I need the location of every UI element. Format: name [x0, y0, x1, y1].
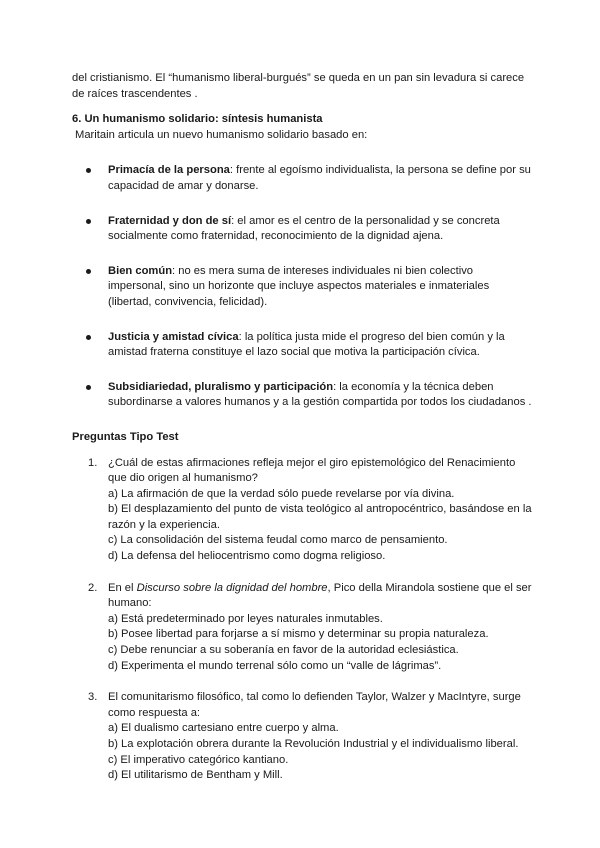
list-item: [72, 264, 532, 311]
question-number: 2.: [88, 581, 98, 594]
option-b: b) La explotación obrera durante la Revolución Industrial y el individualismo liberal.: [108, 738, 519, 750]
question-stem: [108, 581, 532, 612]
item-term: Subsidiariedad, pluralismo y participación: [108, 380, 334, 393]
bullet-icon: [86, 168, 91, 173]
test-section-title: Preguntas Tipo Test: [72, 430, 179, 443]
intro-line-2: de raíces trascendentes .: [72, 87, 198, 100]
option-b: b) Posee libertad para forjarse a sí mismo y determinar su propia naturaleza.: [108, 628, 489, 641]
question-2: [72, 581, 532, 675]
item-term: Bien común: [108, 264, 173, 277]
question-stem: ¿Cuál de estas afirmaciones refleja mejor el giro epistemológico del Renacimiento que dio origen al humanismo?: [108, 456, 516, 485]
list-item: [72, 330, 532, 361]
option-c: c) Debe renunciar a su soberanía en favor de la autoridad eclesiástica.: [108, 644, 459, 657]
option-a: a) El dualismo cartesiano entre cuerpo y alma.: [108, 722, 339, 735]
list-item: [72, 214, 532, 245]
section-6-heading: 6. Un humanismo solidario: síntesis humanista: [72, 113, 323, 126]
question-1: [72, 456, 532, 565]
intro-paragraph: [72, 71, 532, 102]
option-c: c) El imperativo categórico kantiano.: [108, 753, 289, 766]
intro-line-1: del cristianismo. El “humanismo liberal-burgués” se queda en un pan sin levadura si carece: [72, 72, 525, 84]
list-item: [72, 163, 532, 194]
question-3: [72, 690, 532, 784]
bullet-icon: [86, 219, 91, 224]
option-a: a) Está predeterminado por leyes naturales inmutables.: [108, 612, 383, 625]
bullet-icon: [86, 269, 91, 274]
option-d: d) La defensa del heliocentrismo como dogma religioso.: [108, 550, 386, 563]
option-b: b) El desplazamiento del punto de vista teológico al antropocéntrico, basándose en la razón y la experiencia.: [108, 503, 532, 531]
item-text: : no es mera suma de intereses individuales ni bien colectivo impersonal, sino un horizonte que incluye aspectos materiales e inmateriales (libertad, convivencia, felicidad).: [108, 264, 490, 308]
option-d: d) El utilitarismo de Bentham y Mill.: [108, 769, 283, 782]
humanism-principles-list: [72, 163, 532, 411]
bullet-icon: [86, 385, 91, 390]
item-term: Primacía de la persona: [108, 164, 230, 177]
item-text: : la economía y la técnica deben subordinarse a valores humanos y a la gestión compartida por todos los ciudadanos .: [108, 380, 532, 409]
bullet-icon: [86, 335, 91, 340]
section-6-lead: Maritain articula un nuevo humanismo solidario basado en:: [75, 128, 368, 141]
option-c: c) La consolidación del sistema feudal como marco de pensamiento.: [108, 534, 448, 547]
question-number: 1.: [88, 456, 98, 469]
item-term: Justicia y amistad cívica: [108, 330, 239, 343]
stem-text: , Pico della Mirandola sostiene que el ser humano:: [108, 581, 532, 610]
item-term: Fraternidad y don de sí: [108, 214, 232, 227]
work-title: Discurso sobre la dignidad del hombre: [136, 581, 328, 594]
question-number: 3.: [88, 691, 98, 704]
item-text: : frente al egoísmo individualista, la persona se define por su capacidad de amar y donarse.: [108, 164, 531, 192]
list-item: [72, 380, 532, 411]
option-d: d) Experimenta el mundo terrenal sólo como un “valle de lágrimas”.: [108, 659, 442, 672]
question-stem: El comunitarismo filosófico, tal como lo defienden Taylor, Walzer y MacIntyre, surge como respuesta a:: [108, 691, 521, 719]
item-text: : el amor es el centro de la personalidad y se concreta socialmente como fraternidad, reconocimiento de la dignidad ajena.: [108, 214, 500, 243]
item-text: : la política justa mide el progreso del bien común y la amistad fraterna constituye el lazo social que motiva la participación cívica.: [108, 330, 505, 359]
option-a: a) La afirmación de que la verdad sólo puede revelarse por vía divina.: [108, 487, 455, 500]
stem-text: En el: [108, 581, 137, 594]
document-page: [72, 71, 532, 800]
